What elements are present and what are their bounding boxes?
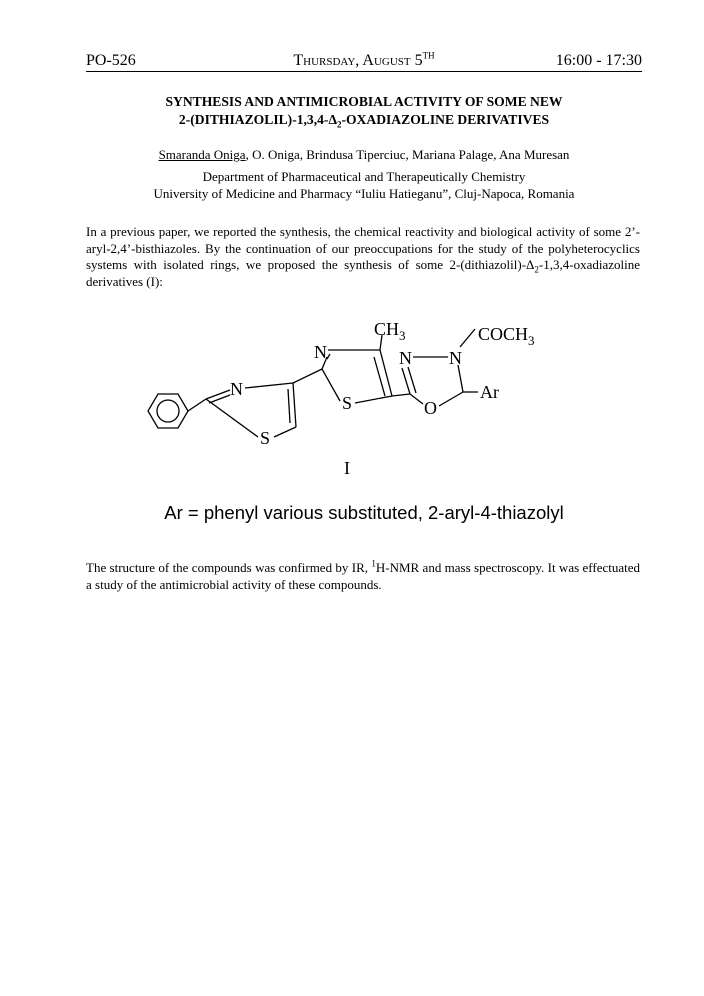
atom-label-n1: N: [230, 379, 243, 399]
bond-c2-n1: [206, 390, 230, 399]
title-line-2: [86, 111, 642, 129]
title-line-2-sub: 2: [336, 119, 342, 130]
conclusion-text-b: H-NMR and mass spectroscopy. It was effectuated a study of the antimicrobial activity of these compounds.: [86, 560, 640, 592]
bond-n4-c5c: [458, 365, 463, 392]
bond-phenyl-thiazole: [188, 399, 206, 411]
structure-bonds: [148, 329, 478, 437]
ch3-text: CH: [374, 319, 400, 339]
benzene-ring: [148, 394, 188, 428]
bond-c4b-c5b: [380, 350, 392, 396]
bond-c2c-n3: [402, 368, 410, 394]
atom-label-o1: O: [424, 398, 437, 418]
session-day-suffix: TH: [422, 50, 435, 61]
chemical-structure: [130, 305, 570, 485]
intro-text-sub: 2: [534, 264, 539, 275]
affiliation-line-2: University of Medicine and Pharmacy “Iuliu Hatieganu”, Cluj-Napoca, Romania: [153, 186, 575, 201]
atom-label-s2: S: [342, 393, 353, 413]
intro-text-b: -1,3,4-oxadiazoline derivatives (I):: [86, 257, 640, 289]
conclusion-text-sup: 1: [371, 558, 376, 569]
bond-c2c-n3-double: [408, 367, 416, 393]
bond-c5-s1: [274, 427, 296, 437]
presenting-author: Smaranda Oniga: [158, 147, 246, 162]
affiliation-line-1: Department of Pharmaceutical and Therapeutically Chemistry: [202, 169, 526, 184]
session-time: 16:00 - 17:30: [555, 52, 642, 69]
ar-definition: Ar = phenyl various substituted, 2-aryl-4-thiazolyl: [164, 502, 564, 523]
paper-title: [86, 93, 642, 129]
atom-label-n3: N: [399, 348, 412, 368]
authors: [86, 147, 642, 163]
intro-paragraph: [86, 224, 640, 290]
bond-thiazole-thiazole: [293, 369, 322, 383]
coch3-subscript: 3: [528, 333, 535, 348]
atom-label-n4: N: [449, 348, 462, 368]
header-rule: [86, 71, 642, 72]
bond-s1-c2: [206, 399, 258, 437]
bond-o1-c2c: [410, 394, 423, 404]
intro-text-a: In a previous paper, we reported the synthesis, the chemical reactivity and biological activity of some 2’-aryl-2,4’-bisthiazoles. By the continuation of our preoccupations for the study of the polyheterocyclics systems with isolated rings, we proposed the synthesis of some 2-(dithiazolil)-Δ: [86, 224, 640, 272]
bond-c5c-o1: [439, 392, 463, 406]
conclusion-paragraph: [86, 560, 640, 593]
bond-acetyl: [460, 329, 475, 347]
co-authors: , O. Oniga, Brindusa Tiperciuc, Mariana Palage, Ana Muresan: [245, 147, 570, 162]
atom-label-ar: Ar: [480, 382, 499, 402]
title-line-2-b: -OXADIAZOLINE DERIVATIVES: [341, 112, 550, 127]
title-line-2-a: 2-(DITHIAZOLIL)-1,3,4-Δ: [178, 112, 337, 127]
bond-c2b-n2-double: [327, 354, 330, 359]
bond-c4-c5: [293, 383, 296, 427]
atom-label-s1: S: [260, 428, 271, 448]
bond-c5b-s2: [355, 396, 392, 403]
ch3-subscript: 3: [399, 328, 406, 343]
coch3-text: COCH: [478, 324, 529, 344]
benzene-aromatic-circle: [157, 400, 179, 422]
bond-c4-c5-double: [288, 389, 290, 423]
atom-label-n2: N: [314, 342, 327, 362]
bond-n1-c4: [245, 383, 293, 388]
title-line-1: SYNTHESIS AND ANTIMICROBIAL ACTIVITY OF SOME NEW: [165, 94, 563, 109]
page-header: [86, 50, 642, 72]
bond-thiazole-oxadiazoline: [392, 394, 410, 396]
compound-label: I: [344, 458, 350, 478]
session-day-text: Thursday, August 5: [293, 52, 423, 69]
atom-label-coch3: [478, 324, 535, 348]
atom-label-ch3: [374, 319, 406, 343]
poster-code: PO-526: [86, 52, 136, 69]
conclusion-text-a: The structure of the compounds was confirmed by IR,: [86, 560, 372, 575]
bond-s2-c2b: [322, 369, 340, 401]
affiliation: [86, 168, 642, 202]
